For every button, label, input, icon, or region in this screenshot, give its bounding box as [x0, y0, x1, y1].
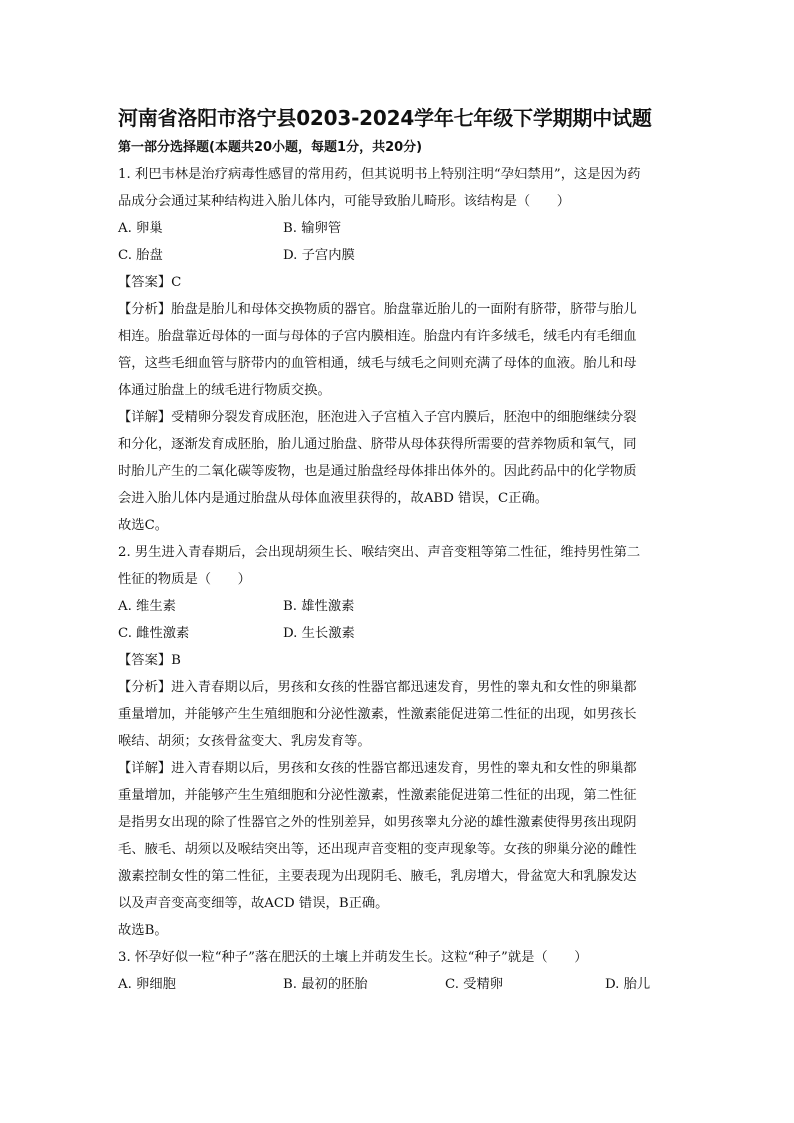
options-row [118, 242, 678, 269]
detail: 【详解】受精卵分裂发育成胚泡，胚泡进入子宫植入子宫内膜后，胚泡中的细胞继续分裂 [118, 410, 637, 425]
question-1 [118, 161, 678, 539]
option-a: A. 卵巢 [118, 221, 163, 236]
detail: 时胎儿产生的二氧化碳等废物，也是通过胎盘经母体排出体外的。因此药品中的化学物质 [118, 464, 637, 479]
options-row [118, 593, 678, 620]
question-stem: 1. 利巴韦林是治疗病毒性感冒的常用药，但其说明书上特别注明“孕妇禁用”，这是因为药 [118, 167, 641, 182]
question-stem: 2. 男生进入青春期后，会出现胡须生长、喉结突出、声音变粗等第二性征，维持男性第二 [118, 545, 641, 560]
detail: 激素控制女性的第二性征，主要表现为出现阴毛、腋毛，乳房增大，骨盆宽大和乳腺发达 [118, 869, 637, 884]
option-b: B. 输卵管 [283, 221, 342, 236]
analysis: 【分析】胎盘是胎儿和母体交换物质的器官。胎盘靠近胎儿的一面附有脐带，脐带与胎儿 [118, 302, 637, 317]
options-row [118, 971, 678, 998]
conclusion: 故选B。 [118, 923, 168, 938]
answer: 【答案】B [118, 653, 181, 668]
option-c: C. 雌性激素 [118, 626, 190, 641]
detail: 和分化，逐渐发育成胚胎，胎儿通过胎盘、脐带从母体获得所需要的营养物质和氧气，同 [118, 437, 637, 452]
analysis: 相连。胎盘靠近母体的一面与母体的子宫内膜相连。胎盘内有许多绒毛，绒毛内有毛细血 [118, 329, 637, 344]
question-2 [118, 539, 678, 944]
conclusion: 故选C。 [118, 518, 169, 533]
option-b: B. 最初的胚胎 [283, 977, 368, 992]
options-row [118, 620, 678, 647]
document-title: 河南省洛阳市洛宁县0203-2024学年七年级下学期期中试题 [118, 106, 652, 130]
detail: 重量增加，并能够产生生殖细胞和分泌性激素，性激素能促进第二性征的出现，第二性征 [118, 788, 637, 803]
detail: 是指男女出现的除了性器官之外的性别差异，如男孩睾丸分泌的雄性激素使得男孩出现阴 [118, 815, 637, 830]
analysis: 【分析】进入青春期以后，男孩和女孩的性器官都迅速发育，男性的睾丸和女性的卵巢都 [118, 680, 637, 695]
detail: 会进入胎儿体内是通过胎盘从母体血液里获得的，故ABD 错误，C正确。 [118, 491, 549, 506]
option-c: C. 胎盘 [118, 248, 163, 263]
section-heading: 第一部分选择题(本题共20小题，每题1分，共20分) [118, 140, 423, 155]
question-3 [118, 944, 678, 998]
question-stem: 性征的物质是（ ） [118, 572, 251, 587]
analysis: 喉结、胡须；女孩骨盆变大、乳房发育等。 [118, 734, 371, 749]
document-page [118, 103, 678, 998]
detail: 【详解】进入青春期以后，男孩和女孩的性器官都迅速发育，男性的睾丸和女性的卵巢都 [118, 761, 637, 776]
option-d: D. 子宫内膜 [283, 248, 355, 263]
analysis: 重量增加，并能够产生生殖细胞和分泌性激素，性激素能促进第二性征的出现，如男孩长 [118, 707, 637, 722]
option-a: A. 维生素 [118, 599, 176, 614]
option-d: D. 生长激素 [283, 626, 355, 641]
question-stem: 品成分会通过某种结构进入胎儿体内，可能导致胎儿畸形。该结构是（ ） [118, 194, 571, 209]
analysis: 体通过胎盘上的绒毛进行物质交换。 [118, 383, 331, 398]
detail: 以及声音变高变细等，故ACD 错误，B正确。 [118, 896, 389, 911]
option-c: C. 受精卵 [445, 977, 504, 992]
detail: 毛、腋毛、胡须以及喉结突出等，还出现声音变粗的变声现象等。女孩的卵巢分泌的雌性 [118, 842, 637, 857]
option-b: B. 雄性激素 [283, 599, 355, 614]
option-a: A. 卵细胞 [118, 977, 176, 992]
options-row [118, 215, 678, 242]
question-stem: 3. 怀孕好似一粒“种子”落在肥沃的土壤上并萌发生长。这粒“种子”就是（ ） [118, 950, 588, 965]
answer: 【答案】C [118, 275, 182, 290]
analysis: 管，这些毛细血管与脐带内的血管相通，绒毛与绒毛之间则充满了母体的血液。胎儿和母 [118, 356, 637, 371]
option-d: D. 胎儿 [605, 977, 651, 992]
